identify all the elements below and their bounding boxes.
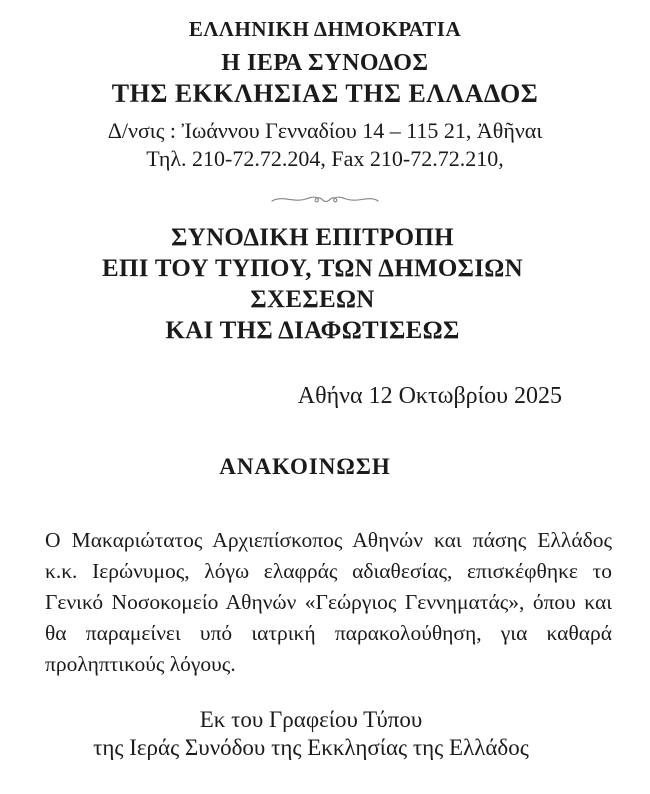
signature-block [0, 706, 622, 762]
dateline: Αθήνα 12 Οκτωβρίου 2025 [297, 383, 562, 409]
committee-heading-line4: ΚΑΙ ΤΗΣ ΔΙΑΦΩΤΙΣΕΩΣ [165, 317, 460, 344]
committee-heading [0, 222, 625, 346]
calligraphic-divider-icon [0, 190, 650, 210]
letterhead-phone-fax: Τηλ. 210-72.72.204, Fax 210-72.72.210, [146, 146, 504, 171]
signature-holy-synod: της Ιεράς Συνόδου της Εκκλησίας της Ελλάδος [93, 735, 529, 760]
committee-heading-line2: ΕΠΙ ΤΟΥ ΤΥΠΟΥ, ΤΩΝ ΔΗΜΟΣΙΩΝ [102, 255, 523, 282]
committee-heading-line1: ΣΥΝΟΔΙΚΗ ΕΠΙΤΡΟΠΗ [171, 224, 454, 251]
letterhead-holy-synod: Η ΙΕΡΑ ΣΥΝΟΔΟΣ [221, 50, 429, 76]
letterhead [0, 16, 650, 172]
committee-heading-line3: ΣΧΕΣΕΩΝ [250, 286, 375, 313]
letterhead-church-of-greece: ΤΗΣ ΕΚΚΛΗΣΙΑΣ ΤΗΣ ΕΛΛΑΔΟΣ [111, 79, 539, 108]
signature-press-office: Εκ του Γραφείου Τύπου [199, 707, 423, 732]
letterhead-republic: ΕΛΛΗΝΙΚΗ ΔΗΜΟΚΡΑΤΙΑ [188, 17, 462, 41]
letterhead-address: Δ/νσις : Ἰωάννου Γενναδίου 14 – 115 21, Ἀθῆναι [107, 118, 543, 143]
announcement-body-paragraph: Ο Μακαριώτατος Αρχιεπίσκοπος Αθηνών και πάσης Ελλάδος κ.κ. Ιερώνυμος, λόγω ελαφράς αδιαθεσίας, επισκέφθηκε το Γενικό Νοσοκομείο Αθηνών «Γεώργιος Γεννηματάς», όπου και θα παραμείνει υπό ιατρική παρακολούθηση, για καθαρά προληπτικούς λόγους. [45, 528, 612, 676]
announcement-title: ΑΝΑΚΟΙΝΩΣΗ [219, 454, 391, 479]
